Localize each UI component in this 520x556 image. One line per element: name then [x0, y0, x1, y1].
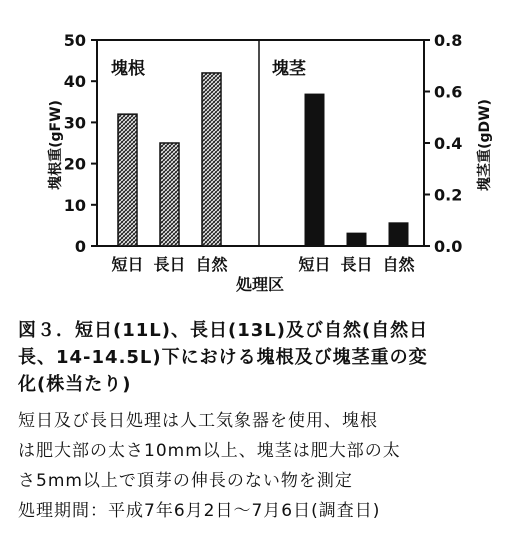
caption-line-2: 長、14-14.5L)下における塊根及び塊茎重の変	[18, 347, 428, 368]
bar-tuber-root-1	[118, 114, 137, 246]
left-tick-label: 50	[63, 31, 86, 50]
plot-border	[97, 40, 424, 246]
right-tick-label: 0.0	[434, 237, 463, 256]
category-label-left: 自然	[195, 255, 228, 274]
caption-line-1: 図３．短日(11L)、長日(13L)及び自然(自然日	[18, 320, 429, 341]
category-label-right: 長日	[340, 255, 373, 274]
right-axis-label: 塊茎重(gDW)	[477, 99, 493, 191]
figure-notes	[18, 406, 508, 526]
right-tick-label: 0.8	[434, 31, 463, 50]
left-tick-label: 10	[63, 195, 86, 215]
left-tick-label: 0	[74, 237, 86, 256]
right-axis	[424, 31, 462, 256]
left-tick-label: 30	[63, 113, 86, 133]
category-label-right: 自然	[382, 255, 415, 274]
left-axis	[64, 31, 97, 256]
right-tick-label: 0.4	[434, 134, 463, 153]
bar-tuber-stem-2	[347, 233, 366, 246]
left-tick-label: 40	[63, 72, 86, 92]
caption-line-3: 化(株当たり)	[18, 374, 132, 395]
right-tick-label: 0.2	[434, 185, 463, 205]
left-panel-title: 塊根	[111, 59, 145, 79]
plot-frame	[97, 40, 424, 246]
x-axis-label: 処理区	[235, 275, 285, 294]
figure-caption	[18, 317, 508, 398]
category-label-left: 長日	[153, 255, 186, 274]
bars	[118, 73, 408, 246]
left-tick-label: 20	[63, 154, 86, 174]
right-tick-label: 0.6	[434, 82, 463, 102]
note-line-4: 処理期間：平成7年6月2日～7月6日(調査日)	[18, 501, 381, 521]
note-line-2: は肥大部の太さ10mm以上、塊茎は肥大部の太	[18, 441, 401, 461]
note-line-3: さ5mm以上で頂芽の伸長のない物を測定	[18, 471, 353, 491]
right-panel-title: 塊茎	[272, 59, 306, 79]
bar-tuber-stem-1	[305, 94, 324, 246]
left-axis-label: 塊根重(gFW)	[48, 100, 64, 190]
bar-tuber-root-2	[160, 143, 179, 246]
category-label-left: 短日	[111, 255, 144, 274]
category-labels	[111, 255, 415, 274]
bar-tuber-root-3	[202, 73, 221, 246]
bar-tuber-stem-3	[389, 223, 408, 246]
category-label-right: 短日	[298, 255, 331, 274]
note-line-1: 短日及び長日処理は人工気象器を使用、塊根	[18, 411, 378, 431]
